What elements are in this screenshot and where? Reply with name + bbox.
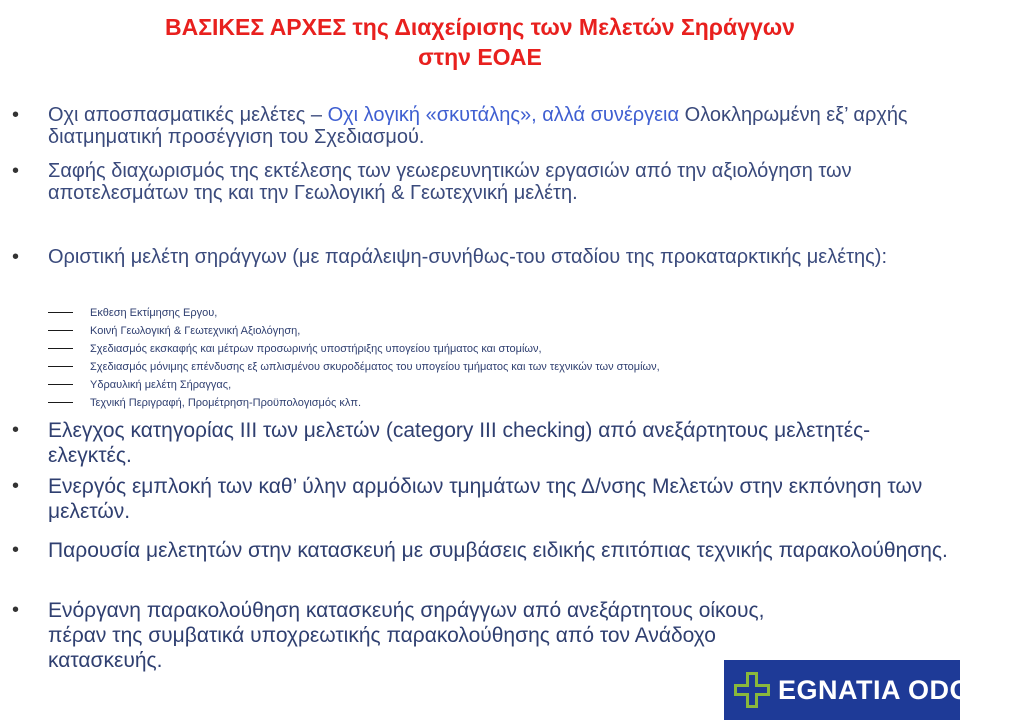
bullet-1-highlight: Οχι λογική «σκυτάλης», αλλά συνέργεια — [327, 104, 680, 126]
bullet-2 — [48, 160, 948, 204]
bullet-6-text: Παρουσία μελετητών στην κατασκευή με συμβάσεις ειδικής επιτόπιας τεχνικής παρακολούθησης. — [48, 539, 948, 562]
sub-item: Σχεδιασμός μόνιμης επένδυσης εξ ωπλισμένου σκυροδέματος του υπογείου τμήματος και των τεχνικών των στομίων, — [48, 358, 928, 376]
sub-item: Κοινή Γεωλογική & Γεωτεχνική Αξιολόγηση, — [48, 322, 928, 340]
sub-item: Τεχνική Περιγραφή, Προμέτρηση-Προϋπολογισμός κλπ. — [48, 394, 928, 412]
logo-wordmark — [778, 675, 1017, 706]
bullet-7 — [48, 598, 808, 673]
slide-title — [0, 12, 960, 72]
egnatia-odos-logo — [724, 660, 1017, 720]
slide-title-line2: στην ΕΟΑΕ — [418, 44, 542, 70]
logo-mark-icon — [732, 670, 772, 710]
slide-title-line1: ΒΑΣΙΚΕΣ ΑΡΧΕΣ της Διαχείρισης των Μελετών Σηράγγων — [165, 14, 795, 40]
bullet-4 — [48, 418, 948, 468]
bullet-6 — [48, 538, 948, 563]
bullet-3 — [48, 246, 948, 268]
bullet-3-text: Οριστική μελέτη σηράγγων (με παράλειψη-συνήθως-του σταδίου της προκαταρκτικής μελέτης): — [48, 246, 888, 268]
bullet-1-text: Οχι αποσπασματικές μελέτες – — [48, 104, 328, 126]
sub-item-list — [48, 304, 928, 412]
sub-item: Υδραυλική μελέτη Σήραγγας, — [48, 376, 928, 394]
bullet-5-text: Ενεργός εμπλοκή των καθ’ ύλην αρμόδιων τμημάτων της Δ/νσης Μελετών στην εκπόνηση των μελετών. — [48, 475, 923, 523]
sub-item: Σχεδιασμός εκσκαφής και μέτρων προσωρινής υποστήριξης υπογείου τμήματος και στομίων, — [48, 340, 928, 358]
bullet-5 — [48, 474, 948, 524]
logo-name: EGNATIA ODOS — [778, 674, 990, 705]
bullet-2-text: Σαφής διαχωρισμός της εκτέλεσης των γεωερευνητικών εργασιών από την αξιολόγηση των αποτελεσμάτων της και την Γεωλογική & Γεωτεχνική μελέτη. — [48, 160, 852, 204]
bullet-4-text: Ελεγχος κατηγορίας ΙΙΙ των μελετών (category III checking) από ανεξάρτητους μελετητές-ελεγκτές. — [48, 419, 871, 467]
sub-item: Εκθεση Εκτίμησης Εργου, — [48, 304, 928, 322]
bullet-1 — [48, 104, 948, 148]
bullet-1-text-cont: Ολοκληρωμένη εξ’ αρχής διατμηματική προσέγγιση του Σχεδιασμού. — [48, 104, 908, 148]
bullet-7-text: Ενόργανη παρακολούθηση κατασκευής σηράγγων από ανεξάρτητους οίκους, πέραν της συμβατικά υποχρεωτικής παρακολούθησης από τον Ανάδοχο κατασκευής. — [48, 599, 765, 672]
logo-suffix: A.E. — [989, 686, 1017, 702]
